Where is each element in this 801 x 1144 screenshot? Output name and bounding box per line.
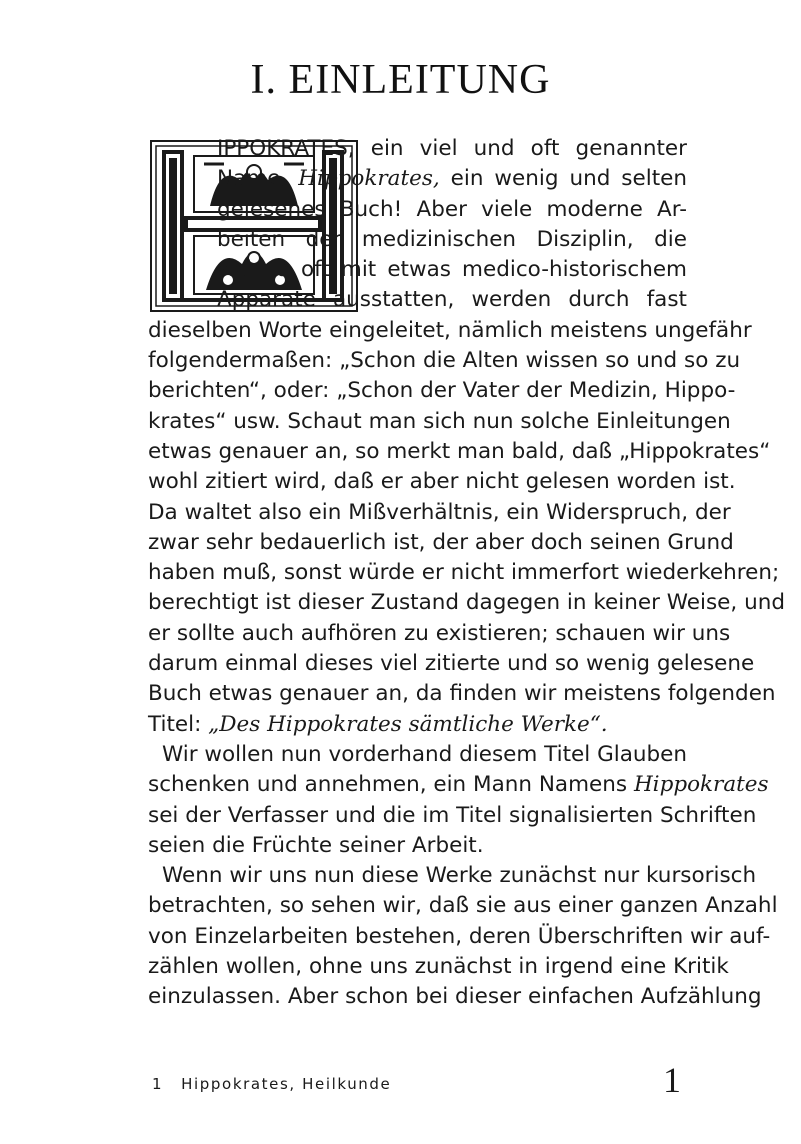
signature-mark <box>152 1075 391 1093</box>
text-line: folgendermaßen: „Schon die Alten wissen so und so zu <box>148 348 741 374</box>
text-line: gelesenes Buch! Aber viele moderne Ar- <box>217 196 687 222</box>
text-line: zwar sehr bedauerlich ist, der aber doch seinen Grund <box>148 529 734 555</box>
text-line: krates“ usw. Schaut man sich nun solche Einleitungen <box>148 408 731 434</box>
text-line: IPPOKRATES, ein viel und oft genannter <box>217 136 687 161</box>
text-line: seien die Früchte seiner Arbeit. <box>148 832 484 858</box>
text-line: einzulassen. Aber schon bei dieser einfachen Aufzählung <box>148 984 762 1010</box>
text-line: Apparate ausstatten, werden durch fast <box>217 287 687 313</box>
text-line: Name, Hippokrates, ein wenig und selten <box>217 166 687 192</box>
text-line: Da waltet also ein Mißverhältnis, ein Widerspruch, der <box>148 499 731 525</box>
text-line: sich ja oft mit etwas medico-historischem <box>217 257 687 283</box>
text-line: berechtigt ist dieser Zustand dagegen in keiner Weise, und <box>148 590 785 616</box>
signature-text: Hippokrates, Heilkunde <box>181 1075 392 1093</box>
text-line: wohl zitiert wird, daß er aber nicht gelesen worden ist. <box>148 469 736 495</box>
italic-book-title: „Des Hippokrates sämtliche Werke“. <box>208 711 608 737</box>
text-line: zählen wollen, ohne uns zunächst in irgend eine Kritik <box>148 954 729 980</box>
text-line: Wenn wir uns nun diese Werke zunächst nur kursorisch <box>162 863 757 889</box>
text-line: dieselben Worte eingeleitet, nämlich meistens ungefähr <box>148 317 752 343</box>
text-line: schenken und annehmen, ein Mann Namens Hippokrates <box>148 772 769 798</box>
text-line: Titel: „Des Hippokrates sämtliche Werke“. <box>148 711 608 737</box>
text-line: betrachten, so sehen wir, daß sie aus einer ganzen Anzahl <box>148 893 778 919</box>
text-line: Buch etwas genauer an, da finden wir meistens folgenden <box>148 681 776 707</box>
text-line: sei der Verfasser und die im Titel signalisierten Schriften <box>148 802 757 828</box>
text-line: er sollte auch aufhören zu existieren; schauen wir uns <box>148 620 731 646</box>
text-line: haben muß, sonst würde er nicht immerfort wiederkehren; <box>148 560 780 586</box>
text-line: darum einmal dieses viel zitierte und so wenig gelesene <box>148 651 755 677</box>
signature-number: 1 <box>152 1075 164 1093</box>
body-text <box>148 134 785 1013</box>
text-line: etwas genauer an, so merkt man bald, daß „Hippokrates“ <box>148 438 771 464</box>
text-line: Wir wollen nun vorderhand diesem Titel Glauben <box>162 741 688 767</box>
text-line: berichten“, oder: „Schon der Vater der Medizin, Hippo- <box>148 378 736 404</box>
italic-name: Hippokrates <box>633 772 769 798</box>
text-line: von Einzelarbeiten bestehen, deren Überschriften wir auf- <box>148 923 771 949</box>
page-number: 1 <box>663 1060 681 1100</box>
page-footer <box>148 1059 687 1099</box>
text-line: beiten der medizinischen Disziplin, die <box>217 226 687 252</box>
italic-name: Hippokrates, <box>298 166 440 192</box>
chapter-title: I. EINLEITUNG <box>250 57 551 103</box>
